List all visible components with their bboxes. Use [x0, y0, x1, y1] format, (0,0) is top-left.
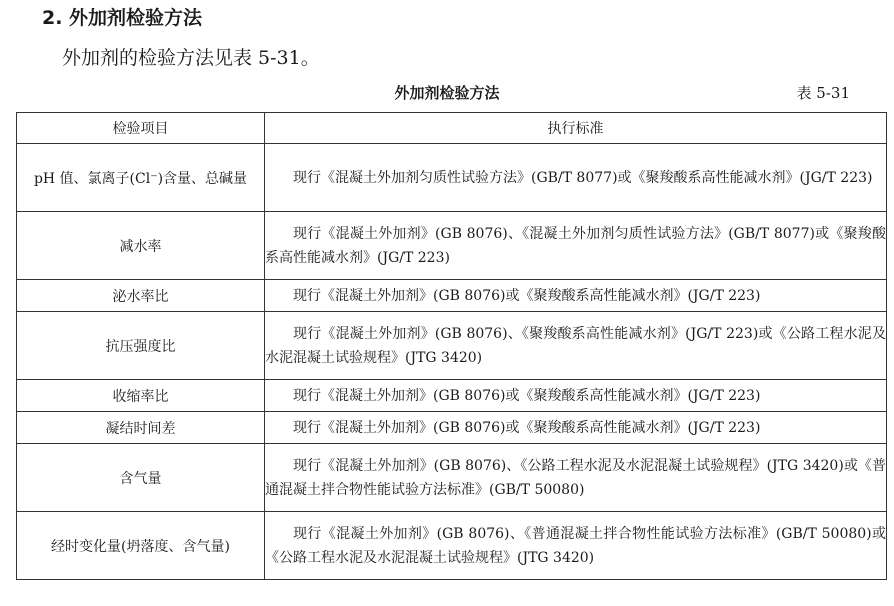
row-item: pH 值、氯离子(Cl⁻)含量、总碱量 — [17, 144, 265, 212]
row-standard: 现行《混凝土外加剂》(GB 8076)、《普通混凝土拌合物性能试验方法标准》(GB/T 50080)或《公路工程水泥及水泥混凝土试验规程》(JTG 3420) — [265, 512, 887, 580]
section-heading: 2. 外加剂检验方法 — [42, 7, 203, 29]
row-standard: 现行《混凝土外加剂》(GB 8076)、《混凝土外加剂匀质性试验方法》(GB/T 8077)或《聚羧酸系高性能减水剂》(JG/T 223) — [265, 212, 887, 280]
row-standard: 现行《混凝土外加剂匀质性试验方法》(GB/T 8077)或《聚羧酸系高性能减水剂》(JG/T 223) — [265, 144, 887, 212]
row-item: 抗压强度比 — [17, 312, 265, 380]
row-standard: 现行《混凝土外加剂》(GB 8076)或《聚羧酸系高性能减水剂》(JG/T 223) — [265, 380, 887, 412]
row-item: 经时变化量(坍落度、含气量) — [17, 512, 265, 580]
table-row — [17, 212, 887, 280]
table-row — [17, 412, 887, 444]
row-item: 减水率 — [17, 212, 265, 280]
table-row — [17, 444, 887, 512]
methods-table — [16, 112, 887, 580]
row-standard: 现行《混凝土外加剂》(GB 8076)、《公路工程水泥及水泥混凝土试验规程》(JTG 3420)或《普通混凝土拌合物性能试验方法标准》(GB/T 50080) — [265, 444, 887, 512]
table-header-row — [17, 113, 887, 144]
row-item: 凝结时间差 — [17, 412, 265, 444]
row-item: 收缩率比 — [17, 380, 265, 412]
table-row — [17, 144, 887, 212]
header-item: 检验项目 — [17, 113, 265, 144]
table-row — [17, 280, 887, 312]
table-row — [17, 512, 887, 580]
row-item: 泌水率比 — [17, 280, 265, 312]
table-row — [17, 380, 887, 412]
table-row — [17, 312, 887, 380]
intro-text: 外加剂的检验方法见表 5-31。 — [62, 47, 320, 69]
table-number: 表 5-31 — [796, 84, 850, 102]
row-standard: 现行《混凝土外加剂》(GB 8076)或《聚羧酸系高性能减水剂》(JG/T 223) — [265, 280, 887, 312]
row-standard: 现行《混凝土外加剂》(GB 8076)、《聚羧酸系高性能减水剂》(JG/T 223)或《公路工程水泥及水泥混凝土试验规程》(JTG 3420) — [265, 312, 887, 380]
row-standard: 现行《混凝土外加剂》(GB 8076)或《聚羧酸系高性能减水剂》(JG/T 223) — [265, 412, 887, 444]
header-standard: 执行标准 — [265, 113, 887, 144]
table-caption: 外加剂检验方法 — [394, 84, 500, 102]
row-item: 含气量 — [17, 444, 265, 512]
